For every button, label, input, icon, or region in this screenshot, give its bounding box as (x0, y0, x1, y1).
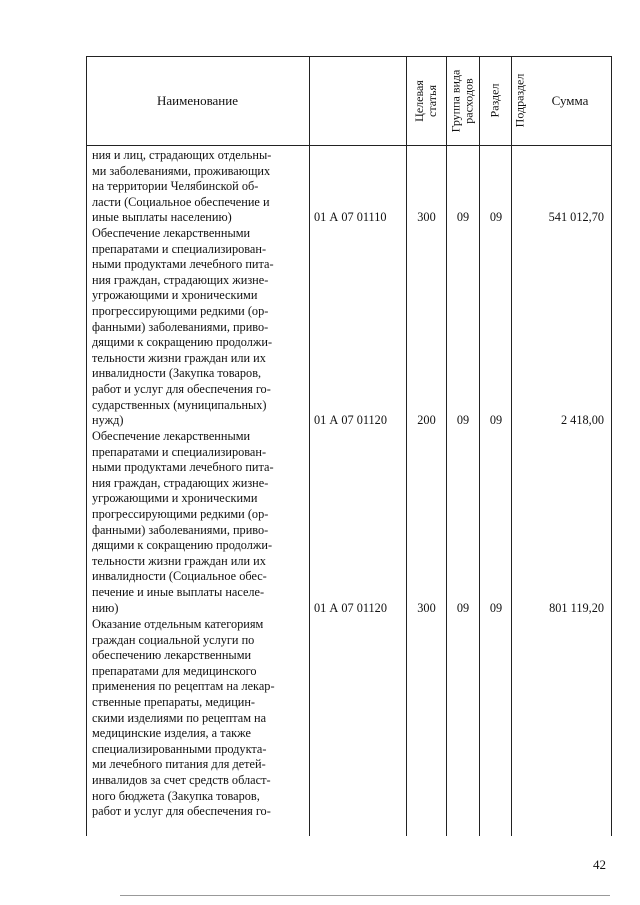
row-2-code: 01 А 07 01120 (314, 413, 387, 427)
header-section: Раздел (487, 83, 502, 118)
row-2-subsection: 09 (489, 413, 503, 427)
row-3-subsection: 09 (489, 601, 503, 615)
row-1-group: 300 (417, 210, 436, 224)
header-target: Целевая статья (412, 79, 440, 122)
footer-rule (120, 895, 610, 896)
row-1-subsection: 09 (489, 210, 503, 224)
row-1-code: 01 А 07 01110 (314, 210, 387, 224)
header-name: Наименование (157, 92, 238, 108)
header-subsection-cell (511, 56, 529, 145)
row-3-code: 01 А 07 01120 (314, 601, 387, 615)
row-3-name: Обеспечение лекарственными препаратами и специализирован- ными продуктами лечебного пита- ния граждан, страдающих жизне- угрожающими и хроническими прогрессирующими редкими (ор- фанными) заболеваниями, приво- дящими к сокращению продолжи- тельности жизни граждан или их инвалидности (Социальное обес- печение и иные выплаты населе- нию) (92, 429, 274, 615)
row-3-sum: 801 119,20 (549, 601, 604, 615)
col-divider (479, 56, 480, 836)
header-sum: Сумма (551, 92, 589, 108)
page-number: 42 (593, 857, 606, 872)
row-1-sum: 541 012,70 (548, 210, 604, 224)
header-subsection: Подраздел (512, 73, 527, 128)
col-divider (511, 56, 512, 836)
header-divider (86, 145, 611, 146)
row-3-group: 300 (417, 601, 436, 615)
col-divider (446, 56, 447, 836)
table-border-left (86, 56, 87, 836)
budget-table (86, 56, 611, 836)
col-divider (309, 56, 310, 836)
row-3-section: 09 (456, 601, 470, 615)
header-target-cell (406, 56, 446, 145)
header-section-cell (479, 56, 511, 145)
col-divider (406, 56, 407, 836)
row-1-section: 09 (456, 210, 470, 224)
row-2-name: Обеспечение лекарственными препаратами и специализирован- ными продуктами лечебного пита- ния граждан, страдающих жизне- угрожающими и хроническими прогрессирующими редкими (ор- фанными) заболеваниями, приво- дящими к сокращению продолжи- тельности жизни граждан или их инвалидности (Закупка товаров, работ и услуг для обеспечения го- сударственных (муниципальных) нужд) (92, 226, 274, 428)
row-2-group: 200 (417, 413, 436, 427)
row-2-sum: 2 418,00 (560, 413, 604, 427)
row-1-name: ния и лиц, страдающих отдельны- ми заболеваниями, проживающих на территории Челябинской об- ласти (Социальное обеспечение и иные выплаты населению) (92, 148, 272, 225)
row-2-section: 09 (456, 413, 470, 427)
header-group: Группа вида расходов (448, 69, 476, 132)
row-4-name: Оказание отдельным категориям граждан социальной услуги по обеспечению лекарственными препаратами для медицинского применения по рецептам на лекар- ственные препараты, медицин- скими изделиями по рецептам на медицинские изделия, а также специализированными продукта- ми лечебного питания для детей- инвалидов за счет средств област- ного бюджета (Закупка товаров, работ и услуг для обеспечения го- (92, 617, 275, 819)
header-group-cell (446, 56, 479, 145)
table-border-right (611, 56, 612, 836)
